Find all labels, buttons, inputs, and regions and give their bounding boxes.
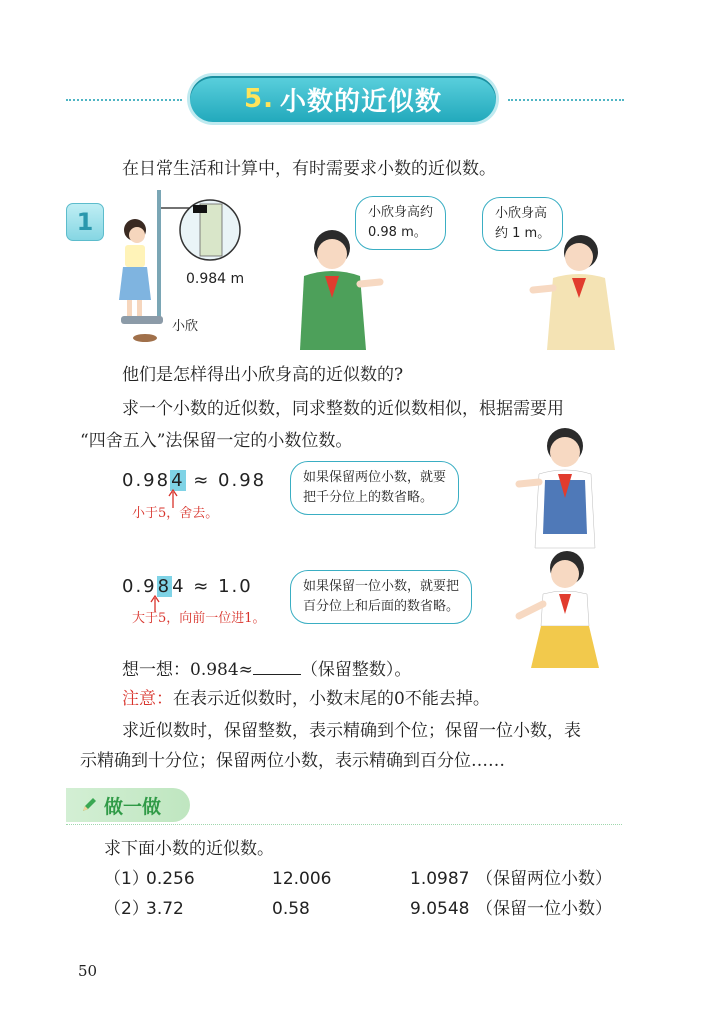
one-place-line-1: 如果保留一位小数，就要把 (303, 579, 460, 594)
exercise-requirement: （保留一位小数） (476, 899, 612, 919)
eq2-note: 大于5，向前一位进1。 (132, 611, 266, 626)
pencil-icon (80, 796, 98, 814)
notice-line (122, 688, 490, 710)
eq2-highlight-digit: 8 (157, 576, 172, 597)
exercise-row (104, 868, 149, 890)
title-dots-left (66, 99, 182, 101)
exercise-value: 3.72 (146, 899, 184, 919)
eq1-note: 小于5，舍去。 (132, 506, 219, 521)
task-text: 求下面小数的近似数。 (104, 839, 274, 859)
exercise-value: 0.256 (146, 869, 195, 889)
one-place-bubble (290, 570, 472, 624)
exercise-index: （2） (104, 899, 149, 919)
exercise-value: 9.0548 (410, 899, 470, 919)
answer-blank[interactable] (253, 658, 301, 675)
eq1-result: ≈ 0.98 (185, 470, 267, 491)
question-text: 他们是怎样得出小欣身高的近似数的? (122, 365, 404, 385)
think-line (122, 658, 411, 681)
boy-vest-illustration (515, 424, 615, 549)
title-text: 小数的近似数 (279, 86, 442, 117)
try-it-label: 做一做 (104, 795, 162, 818)
boy-bubble-line-2: 0.98 m。 (368, 225, 427, 240)
summary-line-2: 示精确到十分位；保留两位小数，表示精确到百分位…… (80, 751, 505, 771)
eq1-digits: 0.98 (122, 470, 171, 491)
girl-name-label: 小欣 (172, 319, 199, 334)
one-place-line-2: 百分位上和后面的数省略。 (303, 599, 460, 614)
two-places-line-2: 把千分位上的数省略。 (303, 490, 434, 505)
summary-line-1: 求近似数时，保留整数，表示精确到个位；保留一位小数，表 (122, 721, 581, 741)
girl-speech-bubble (482, 197, 563, 251)
rule-line-2: “四舍五入”法保留一定的小数位数。 (80, 431, 353, 451)
exercise-requirement: （保留两位小数） (476, 869, 612, 889)
try-it-header (66, 788, 190, 822)
try-it-dots (66, 824, 622, 825)
exercise-value: 1.0987 (410, 869, 470, 889)
exercise-index: （1） (104, 869, 149, 889)
measure-value: 0.984 m (186, 271, 245, 287)
equation-one-place (122, 576, 253, 598)
intro-text: 在日常生活和计算中，有时需要求小数的近似数。 (122, 159, 496, 179)
boy-speech-bubble (355, 196, 446, 250)
notice-text: 在表示近似数时，小数末尾的0不能去掉。 (173, 689, 490, 709)
page-number: 50 (78, 962, 98, 980)
think-suffix: （保留整数）。 (300, 660, 412, 680)
eq2-digits: 0.9 (122, 576, 157, 597)
two-places-bubble (290, 461, 459, 515)
title-number: 5. (244, 84, 274, 114)
page-title (190, 76, 496, 122)
equation-two-places (122, 470, 266, 492)
example-number-badge: 1 (66, 203, 104, 241)
notice-label: 注意： (122, 689, 173, 709)
rule-line-1: 求一个小数的近似数，同求整数的近似数相似，根据需要用 (122, 399, 564, 419)
exercise-row (104, 898, 149, 920)
boy-bubble-line-1: 小欣身高约 (368, 205, 434, 220)
eq2-result: 4 ≈ 1.0 (172, 576, 253, 597)
girl-skirt-illustration (515, 552, 610, 670)
exercise-value: 0.58 (272, 899, 310, 919)
eq1-highlight-digit: 4 (171, 470, 185, 491)
think-prefix: 想一想：0.984≈ (122, 660, 253, 680)
title-dots-right (508, 99, 624, 101)
girl-bubble-line-2: 约 1 m。 (495, 226, 551, 241)
two-places-line-1: 如果保留两位小数，就要 (303, 470, 447, 485)
exercise-value: 12.006 (272, 869, 332, 889)
girl-bubble-line-1: 小欣身高 (495, 206, 548, 221)
